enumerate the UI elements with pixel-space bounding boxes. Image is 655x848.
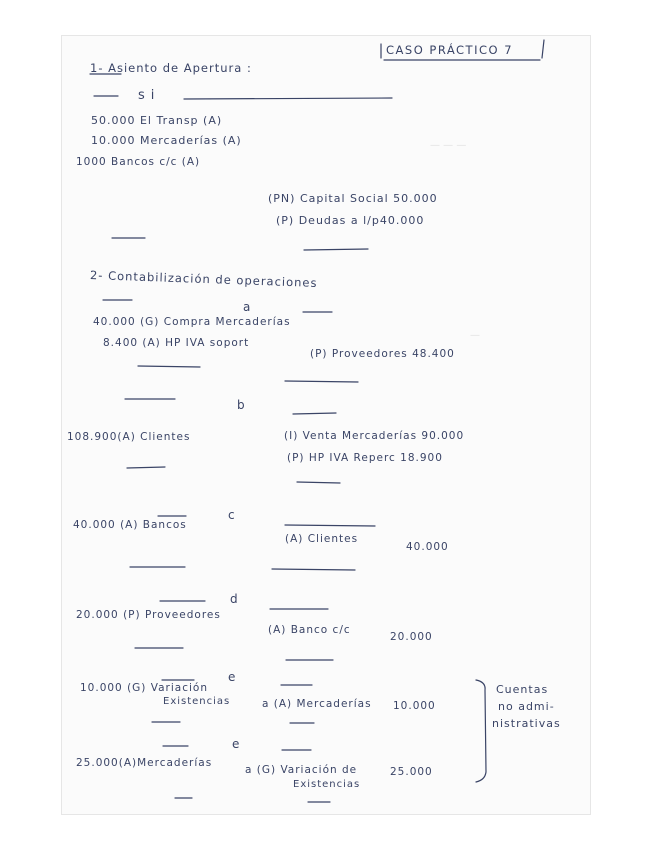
rule [304,249,368,250]
opening-credit-1: (PN) Capital Social 50.000 [268,192,438,205]
si-label: si [138,88,161,103]
opening-debit-2: 10.000 Mercaderías (A) [91,134,242,147]
side-note-line-2: no admi- [498,700,555,713]
entry-c-debit-1: 40.000 (A) Bancos [73,519,187,531]
section2-title: 2- Contabilización de operaciones [89,268,318,290]
side-note-line-3: nistrativas [492,717,561,730]
entry-letter-c: c [228,508,236,522]
entry-a-debit-2: 8.400 (A) HP IVA soport [103,337,250,349]
entry-d-debit-1: 20.000 (P) Proveedores [76,609,221,621]
rule [127,467,165,468]
bleed-through: — [470,330,480,341]
entry-b-debit-1: 108.900(A) Clientes [67,431,191,443]
rule [138,366,200,367]
rule [285,381,358,382]
entry-e2-credit-3: 25.000 [390,766,433,778]
entry-c-credit-2: 40.000 [406,541,449,553]
opening-debit-3: 1000 Bancos c/c (A) [76,156,201,168]
entry-letter-b: b [237,398,246,412]
side-note-line-1: Cuentas [496,683,549,696]
entry-letter-e-2: e [232,737,241,751]
bleed-through: — — — [430,140,467,151]
entry-c-credit-1: (A) Clientes [285,533,359,545]
entry-e1-credit-2: 10.000 [393,700,436,712]
grouping-bracket [476,680,486,782]
opening-debit-1: 50.000 El Transp (A) [91,114,223,127]
entry-letter-d: d [230,592,239,606]
entry-a-credit-1: (P) Proveedores 48.400 [310,348,455,360]
entry-letter-e: e [228,670,237,684]
entry-d-credit-2: 20.000 [390,631,433,643]
case-title: CASO PRÁCTICO 7 [386,43,514,57]
entry-b-credit-2: (P) HP IVA Reperc 18.900 [287,452,443,464]
entry-e2-debit-1: 25.000(A)Mercaderías [76,757,213,769]
entry-e2-credit-1: a (G) Variación de [245,764,358,776]
entry-e1-debit-1: 10.000 (G) Variación [80,682,208,694]
entry-a-debit-1: 40.000 (G) Compra Mercaderías [93,316,291,328]
opening-credit-2: (P) Deudas a l/p40.000 [276,214,425,227]
rule [285,525,375,526]
rule [272,569,355,570]
rule [293,413,336,414]
entry-e1-credit-1: a (A) Mercaderías [262,698,372,710]
entry-b-credit-1: (I) Venta Mercaderías 90.000 [284,430,465,442]
entry-letter-a: a [243,300,252,314]
entry-e2-credit-2: Existencias [293,779,361,790]
entry-d-credit-1: (A) Banco c/c [268,624,351,636]
rule [184,98,392,99]
entry-e1-debit-2: Existencias [163,696,231,707]
section1-title: 1- Asiento de Apertura : [90,61,252,75]
rule [297,482,340,483]
case-title-right-bar [542,40,544,58]
